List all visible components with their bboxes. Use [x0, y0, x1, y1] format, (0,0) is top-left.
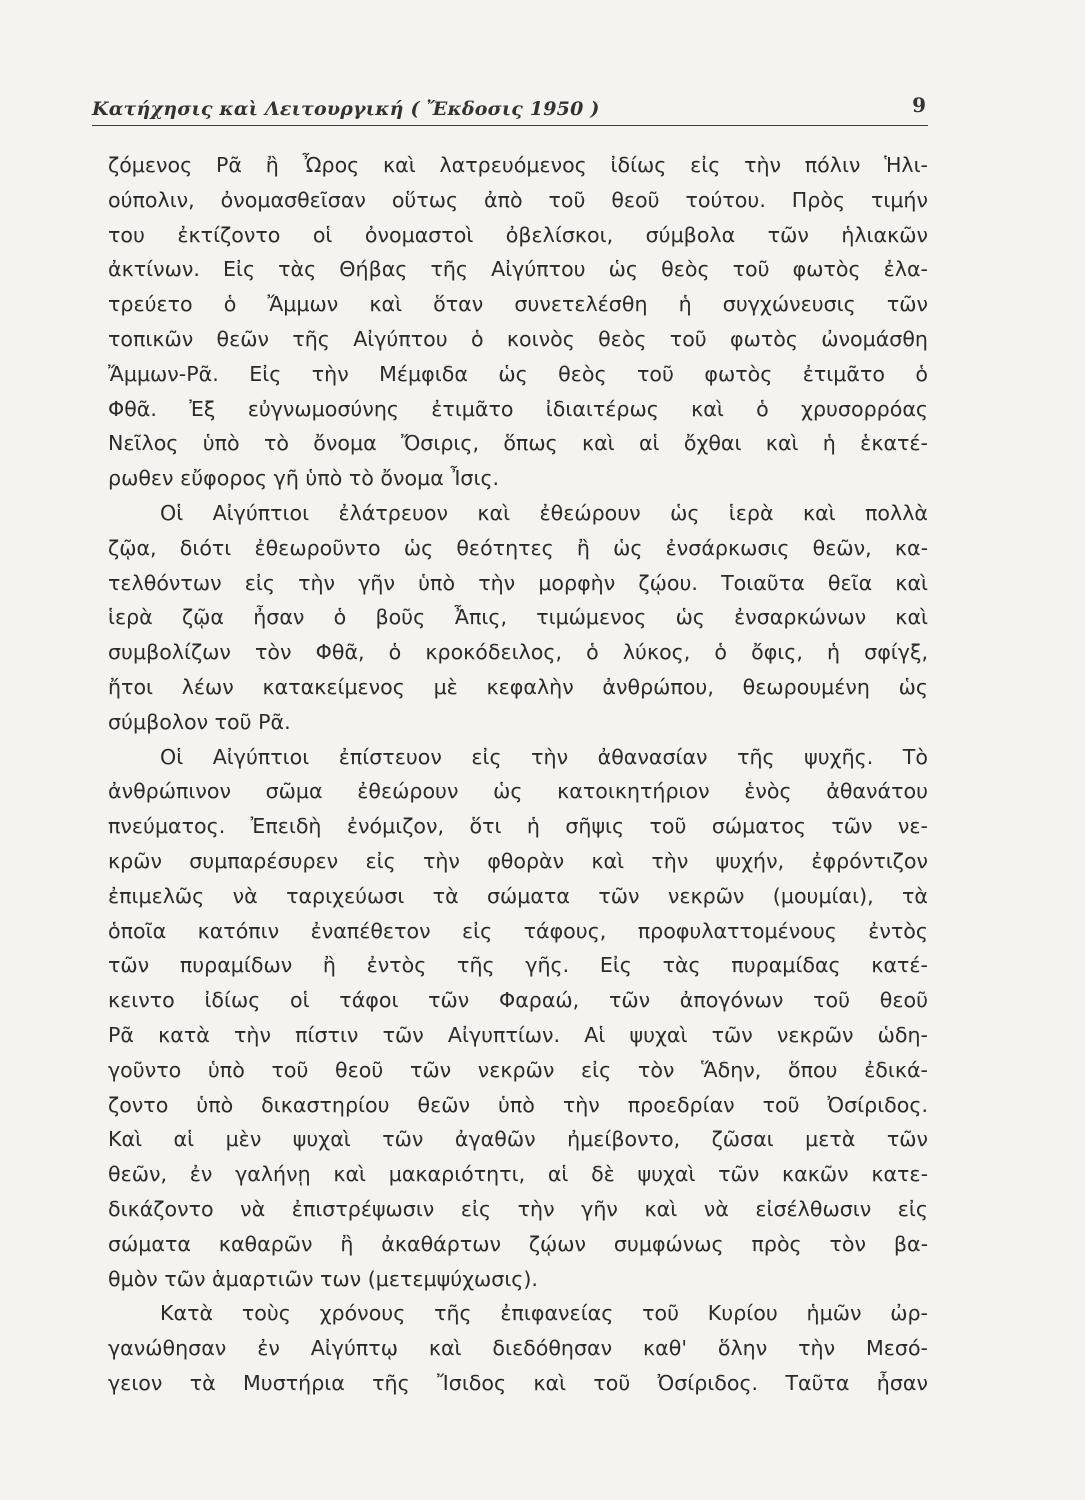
text-line: τῶν πυραμίδων ἢ ἐντὸς τῆς γῆς. Εἰς τὰς πυραμίδας κατέ- — [108, 953, 928, 978]
text-line: θμὸν τῶν ἁμαρτιῶν των (μετεμψύχωσις). — [108, 1266, 538, 1291]
text-line: γανώθησαν ἐν Αἰγύπτῳ καὶ διεδόθησαν καθ' ὅλην τὴν Μεσό- — [108, 1336, 928, 1361]
text-line: τρεύετο ὁ Ἄμμων καὶ ὅταν συνετελέσθη ἡ συγχώνευσις τῶν — [108, 292, 928, 317]
text-line: θεῶν, ἐν γαλήνῃ καὶ μακαριότητι, αἱ δὲ ψυχαὶ τῶν κακῶν κατε- — [108, 1162, 928, 1187]
text-line: πνεύματος. Ἐπειδὴ ἐνόμιζον, ὅτι ἡ σῆψις τοῦ σώματος τῶν νε- — [108, 814, 928, 839]
text-line: ἐπιμελῶς νὰ ταριχεύωσι τὰ σώματα τῶν νεκρῶν (μουμίαι), τὰ — [108, 883, 928, 908]
text-line: του ἐκτίζοντο οἱ ὀνομαστοὶ ὀβελίσκοι, σύμβολα τῶν ἡλιακῶν — [108, 222, 928, 247]
text-line: ὁποῖα κατόπιν ἐναπέθετον εἰς τάφους, προφυλαττομένους ἐντὸς — [108, 918, 928, 943]
paragraph-start-line: Οἱ Αἰγύπτιοι ἐπίστευον εἰς τὴν ἀθανασίαν τῆς ψυχῆς. Τὸ — [160, 744, 928, 769]
text-line: Φθᾶ. Ἐξ εὐγνωμοσύνης ἐτιμᾶτο ἰδιαιτέρως καὶ ὁ χρυσορρόας — [108, 396, 928, 421]
text-line: γοῦντο ὑπὸ τοῦ θεοῦ τῶν νεκρῶν εἰς τὸν Ἅδην, ὅπου ἐδικά- — [108, 1057, 928, 1082]
running-head — [92, 93, 928, 126]
running-head-title: Κατήχησις καὶ Λειτουργική ( Ἔκδοσις 1950 ) — [92, 98, 600, 120]
page-number: 9 — [912, 93, 926, 117]
text-line: ούπολιν, ὀνομασθεῖσαν οὕτως ἀπὸ τοῦ θεοῦ τούτου. Πρὸς τιμήν — [108, 187, 928, 212]
text-line: σώματα καθαρῶν ἢ ἀκαθάρτων ζῴων συμφώνως πρὸς τὸν βα- — [108, 1231, 928, 1256]
text-line: ἱερὰ ζῷα ἦσαν ὁ βοῦς Ἆπις, τιμώμενος ὡς ἐνσαρκώνων καὶ — [108, 605, 928, 630]
text-line: Καὶ αἱ μὲν ψυχαὶ τῶν ἀγαθῶν ἠμείβοντο, ζῶσαι μετὰ τῶν — [108, 1127, 928, 1152]
text-line: τοπικῶν θεῶν τῆς Αἰγύπτου ὁ κοινὸς θεὸς τοῦ φωτὸς ὠνομάσθη — [108, 326, 928, 351]
text-line: Νεῖλος ὑπὸ τὸ ὄνομα Ὄσιρις, ὅπως καὶ αἱ ὄχθαι καὶ ἡ ἑκατέ- — [108, 431, 928, 456]
text-line: κρῶν συμπαρέσυρεν εἰς τὴν φθορὰν καὶ τὴν ψυχήν, ἐφρόντιζον — [108, 848, 928, 873]
text-line: Ἄμμων-Ρᾶ. Εἰς τὴν Μέμφιδα ὡς θεὸς τοῦ φωτὸς ἐτιμᾶτο ὁ — [108, 361, 928, 386]
text-line: ζοντο ὑπὸ δικαστηρίου θεῶν ὑπὸ τὴν προεδρίαν τοῦ Ὀσίριδος. — [108, 1092, 928, 1117]
text-line: Ρᾶ κατὰ τὴν πίστιν τῶν Αἰγυπτίων. Αἱ ψυχαὶ τῶν νεκρῶν ὡδη- — [108, 1022, 928, 1047]
text-line: ἤτοι λέων κατακείμενος μὲ κεφαλὴν ἀνθρώπου, θεωρουμένη ὡς — [108, 674, 928, 699]
text-line: σύμβολον τοῦ Ρᾶ. — [108, 709, 291, 734]
text-line: ρωθεν εὔφορος γῆ ὑπὸ τὸ ὄνομα Ἶσις. — [108, 466, 500, 491]
text-line: ἀνθρώπινον σῶμα ἐθεώρουν ὡς κατοικητήριον ἑνὸς ἀθανάτου — [108, 779, 928, 804]
paragraph-start-line: Κατὰ τοὺς χρόνους τῆς ἐπιφανείας τοῦ Κυρίου ἡμῶν ὠρ- — [160, 1301, 928, 1326]
text-line: ζῷα, διότι ἐθεωροῦντο ὡς θεότητες ἢ ὡς ἐνσάρκωσις θεῶν, κα- — [108, 535, 928, 560]
body-text — [108, 148, 928, 1401]
text-line: τελθόντων εἰς τὴν γῆν ὑπὸ τὴν μορφὴν ζῴου. Τοιαῦτα θεῖα καὶ — [108, 570, 928, 595]
text-line: κειντο ἰδίως οἱ τάφοι τῶν Φαραώ, τῶν ἀπογόνων τοῦ θεοῦ — [108, 988, 928, 1013]
paragraph-start-line: Οἱ Αἰγύπτιοι ἐλάτρευον καὶ ἐθεώρουν ὡς ἱερὰ καὶ πολλὰ — [160, 500, 928, 525]
text-line: δικάζοντο νὰ ἐπιστρέψωσιν εἰς τὴν γῆν καὶ νὰ εἰσέλθωσιν εἰς — [108, 1196, 928, 1221]
text-line: συμβολίζων τὸν Φθᾶ, ὁ κροκόδειλος, ὁ λύκος, ὁ ὄφις, ἡ σφίγξ, — [108, 640, 928, 665]
text-line: γειον τὰ Μυστήρια τῆς Ἴσιδος καὶ τοῦ Ὀσίριδος. Ταῦτα ἦσαν — [108, 1370, 928, 1395]
text-line: ἀκτίνων. Εἰς τὰς Θήβας τῆς Αἰγύπτου ὡς θεὸς τοῦ φωτὸς ἐλα- — [108, 257, 928, 282]
text-line: ζόμενος Ρᾶ ἢ Ὦρος καὶ λατρευόμενος ἰδίως εἰς τὴν πόλιν Ἡλι- — [108, 153, 928, 177]
